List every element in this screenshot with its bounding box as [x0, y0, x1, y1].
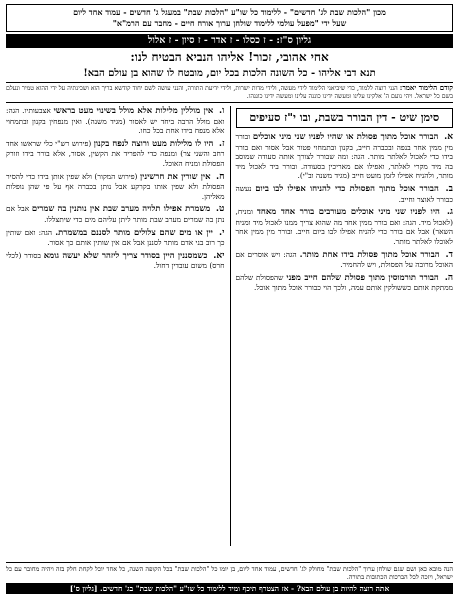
item-number: ד.: [445, 249, 453, 260]
halacha-item: [6, 228, 225, 248]
item-lead: אין שורין את חרשינין: [140, 170, 211, 181]
intro-lead: קודם הלימוד יאמר:: [399, 83, 454, 92]
halacha-item: [6, 106, 225, 136]
halacha-item: [236, 184, 454, 204]
item-text: שהפסולת שלהם ממתקת אותם כששולקין אותם עמה, ולכך הוי כבורר אוכל מתוך אוכל.: [235, 272, 453, 293]
issue-bar: גליון ס"ז: - ז כסלו - ז אדר - ז סיון - ז אלול: [6, 34, 453, 48]
item-lead: הבורר אוכל מתוך הפסולת כדי להניחו אפילו לבו ביום: [255, 182, 439, 193]
halacha-item: [236, 132, 454, 181]
item-text: אצבעותיו. הגה: ואם מולל הרבה ביחד יש לאסור (מגיד משנה). ואין מנפחין בקנון ובתמחוי אלא מנפח בידו אחת בכל כחו.: [6, 106, 225, 136]
footer-bar: אתה רוצה להיות בן עולם הבא? - אז הצטרף תיכף ומיד ללימוד כל שו"ע "הלכות שבת" בג' חדשים. [גליון ס']: [6, 583, 453, 594]
masthead-line-1: מכון "הלכות שבת לג' חדשים" - ללימוד כל שו"ע "הלכות שבת" במעגל ג' חדשים - עמוד אחד ליום: [73, 7, 386, 17]
section-title: סימן שיט - דין הבורר בשבת, ובו י"ז סעיפים: [236, 108, 454, 128]
item-lead: היו לפניו שני מיני אוכלים מעורבים בורר אחד מאחד: [256, 206, 440, 217]
intro-prayer: [6, 82, 453, 103]
item-number: ט.: [215, 204, 225, 215]
item-lead: כשמסננין היין בסודר צריך ליזהר שלא יעשה גומא: [43, 249, 208, 260]
item-text: בסודר (לכלי חרס) משום עובדין דחול.: [6, 250, 225, 271]
item-text: ובורר מין ממין אחר בנפה ובכברה חייב, בקנון ובתמחוי פטור אבל אסור ואם בורר בידו כדי לאכול לאלתר מותר. הגה: ומה שבורר לצורך אותה סעודה שמוסב בה מיד מקרי לאלתר, ואפילו אם מאריכין בסעודה. ובורר ביד לאכול מיד מותר, ולהניח אפילו לזמן מועט חייב (מגיד משנה וב"י).: [235, 132, 453, 181]
halacha-item: [6, 139, 225, 169]
item-number: ז.: [218, 138, 225, 149]
item-text: הגה: ואם שותין כך רוב בני אדם מותר לסננן אבל אם אין שותין אותם כך אסור.: [6, 227, 225, 248]
halacha-item: [236, 273, 454, 293]
item-text: (פירוש רש"י כלי שראשו אחד רחב והשני צר) ומנפה כדי להפריד את הקשין, אסור, אלא בורר בידו וזורק הפסולת ומניח האוכל.: [6, 138, 225, 168]
item-text: נעשה כבורר לאוצר וחייב.: [235, 183, 453, 204]
item-number: ב.: [445, 183, 453, 194]
masthead: [6, 4, 453, 32]
item-number: ח.: [216, 171, 225, 182]
document-page: [6, 4, 453, 594]
intro-text: הנני רוצה ללמוד, כדי שיביאני הלימוד לידי מעשה, ולידי מדות ישרות, ולידי ידיעת התורה, והנני עושה לשם יחוד קודשא בריך הוא ושכינתיה על ידי ההוא טמיר ונעלם בשם כל ישראל. ויהי נועם ה' אלקינו עלינו ומעשה ידינו כוננה עלינו ומעשה ידינו כוננהו.: [6, 85, 453, 100]
footer: [6, 562, 453, 594]
item-number: ו.: [219, 106, 225, 116]
halacha-item: [6, 204, 225, 224]
item-lead: משמרת אפילו תלויה מערב שבת אין נותנין בה שמרים: [31, 203, 211, 214]
item-lead: יין או מים שהם צלולים מותר לסננם במשמרת.: [55, 226, 213, 237]
item-number: ה.: [444, 272, 453, 283]
content-columns: [6, 106, 453, 546]
item-lead: היו לו מלילות מעט ורוצה לנפח בקנון: [93, 137, 214, 148]
item-text: ומניח, (לאכול מיד. הגה: ואם בורר ממין אחד מה שהוא צריך ממנו לאכול מיד ומניח השאר) אבל אם בורר כדי להניח אפילו לבו ביום חייב. ובורר מין ממין אחר לאוכלו לאלתר מותר.: [235, 207, 453, 246]
slogan-line-2: תנא דבי אליהו - כל השונה הלכות בכל יום, מובטח לו שהוא בן עולם הבא!: [83, 68, 376, 79]
item-text: אבל אם נתן בה שמרים מערב שבת מותר ליתן עליהם מים כדי שיתצללו.: [6, 204, 225, 224]
right-column: [230, 106, 454, 546]
masthead-line-2: שעל ידי "מפעל עולמי ללימוד שולחן ערוך אורח חיים - מחבר עם הרמ"א": [112, 18, 347, 28]
left-column: [6, 106, 230, 546]
halacha-item: [6, 172, 225, 202]
halacha-item: [236, 207, 454, 246]
item-number: א.: [444, 132, 453, 142]
halacha-item: [6, 251, 225, 271]
footer-text: הנה מובא כאן ושם שגם שולחן ערוך "הלכות שבת" מחולק לג' חדשים, עמוד אחד ליום, בן יומו כל "הלכות שבת" בכל הקופה השנה, כל אחד יוכל לקחת חלק בזה ויהיה מחובר עם כל ישראל, ויזכה לכל הברכות הכתובות בתורה.: [6, 564, 453, 581]
item-lead: אין מוללין מלילות אלא מולל בשינוי מעט בראשי: [53, 106, 214, 115]
item-text: הגה: ויש אוסרים אם האוכל מרובה על הפסולת, ויש להחמיר.: [235, 249, 453, 270]
item-text: (פירוש המקור) ולא שפין אותן בידו כדי להסיר הפסולת ולא שפין אותו בקרקע אבל נותן בכברה אף על פי שהן נופלות מאליהן.: [6, 171, 225, 201]
slogan-line-1: אחי אהובי, זכור! אליהו הנביא הבטיח לנו:: [130, 50, 329, 64]
item-number: יא.: [213, 250, 225, 261]
item-lead: הבורר אוכל מתוך פסולת או שהיו לפניו שני מיני אוכלים: [252, 131, 439, 141]
halacha-item: [236, 250, 454, 270]
item-number: י.: [219, 227, 225, 238]
item-number: ג.: [446, 207, 453, 218]
item-lead: הבורר תורמוסין מתוך פסולת שלהם חייב מפני: [286, 271, 439, 282]
item-lead: הבורר אוכל מתוך פסולת בידו אחת מותר.: [299, 248, 440, 259]
